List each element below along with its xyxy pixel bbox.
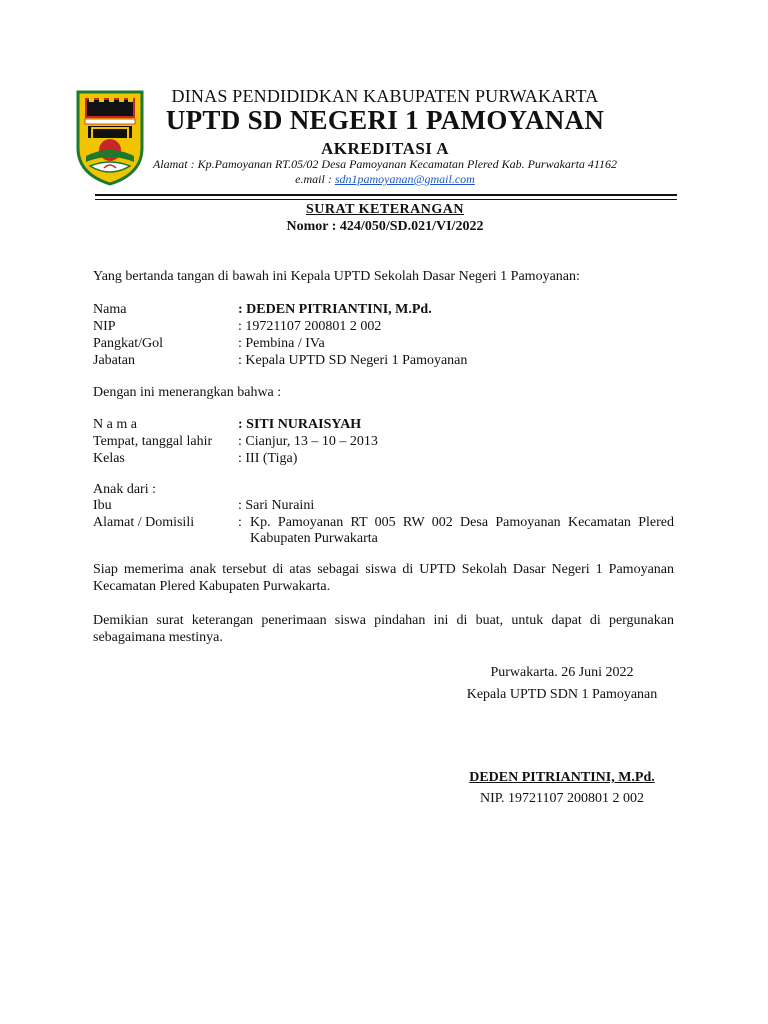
signer-position-row bbox=[238, 352, 467, 369]
signer-nip-row bbox=[238, 318, 381, 335]
declaration-text: Dengan ini menerangkan bahwa : bbox=[93, 385, 282, 400]
school-name: UPTD SD NEGERI 1 PAMOYANAN bbox=[165, 105, 605, 135]
student-name-row bbox=[238, 416, 361, 433]
signer-nip: 19721107 200801 2 002 bbox=[245, 319, 382, 334]
parent-heading: Anak dari : bbox=[93, 482, 156, 497]
mother-name: Sari Nuraini bbox=[245, 498, 315, 513]
signature-nip: NIP. 19721107 200801 2 002 bbox=[480, 791, 644, 806]
signer-nip-label: NIP bbox=[93, 319, 116, 334]
signer-rank-label: Pangkat/Gol bbox=[93, 336, 163, 351]
student-birth: Cianjur, 13 – 10 – 2013 bbox=[245, 434, 378, 449]
domicile-line-1: Kp. Pamoyanan RT 005 RW 002 Desa Pamoyanan Kecamatan Plered bbox=[250, 515, 674, 530]
accreditation: AKREDITASI A bbox=[320, 139, 450, 158]
signer-position: Kepala UPTD SD Negeri 1 Pamoyanan bbox=[245, 353, 468, 368]
email-label: e.mail : bbox=[295, 172, 335, 186]
acceptance-paragraph-line-2: Kecamatan Plered Kabupaten Purwakarta. bbox=[93, 579, 331, 594]
signer-rank: Pembina / IVa bbox=[245, 336, 325, 351]
colon: : bbox=[238, 417, 243, 432]
colon: : bbox=[238, 353, 242, 368]
header-divider-thin bbox=[95, 199, 677, 200]
signer-position-label: Jabatan bbox=[93, 353, 135, 368]
domicile-line-2: Kabupaten Purwakarta bbox=[250, 531, 378, 546]
student-name-label: N a m a bbox=[93, 417, 137, 432]
colon: : bbox=[238, 498, 242, 513]
signature-name: DEDEN PITRIANTINI, M.Pd. bbox=[469, 770, 655, 785]
signer-name-row bbox=[238, 301, 432, 318]
header-divider bbox=[95, 194, 677, 196]
domicile-label: Alamat / Domisili bbox=[93, 515, 195, 530]
place-date: Purwakarta. 26 Juni 2022 bbox=[490, 665, 634, 680]
intro-text: Yang bertanda tangan di bawah ini Kepala UPTD Sekolah Dasar Negeri 1 Pamoyanan: bbox=[93, 269, 580, 284]
student-class-label: Kelas bbox=[93, 451, 125, 466]
student-birth-label: Tempat, tanggal lahir bbox=[93, 434, 213, 449]
signer-rank-row bbox=[238, 335, 325, 352]
email-link[interactable]: sdn1pamoyanan@gmail.com bbox=[334, 172, 475, 186]
signer-name-label: Nama bbox=[93, 302, 127, 317]
student-class: III (Tiga) bbox=[245, 451, 298, 466]
student-class-row bbox=[238, 450, 297, 467]
colon: : bbox=[238, 515, 242, 530]
school-email-line bbox=[140, 172, 630, 187]
regency-emblem-icon bbox=[74, 88, 146, 186]
mother-label: Ibu bbox=[93, 498, 112, 513]
mother-row bbox=[238, 497, 314, 514]
colon: : bbox=[238, 451, 242, 466]
colon: : bbox=[238, 302, 243, 317]
student-birth-row bbox=[238, 433, 378, 450]
signer-name: DEDEN PITRIANTINI, M.Pd. bbox=[246, 302, 432, 317]
agency-name: DINAS PENDIDIDKAN KABUPATEN PURWAKARTA bbox=[171, 86, 599, 106]
school-address: Alamat : Kp.Pamoyanan RT.05/02 Desa Pamoyanan Kecamatan Plered Kab. Purwakarta 41162 bbox=[152, 157, 618, 171]
student-name: SITI NURAISYAH bbox=[246, 417, 362, 432]
document-number: Nomor : 424/050/SD.021/VI/2022 bbox=[286, 219, 484, 234]
colon: : bbox=[238, 336, 242, 351]
signature-title: Kepala UPTD SDN 1 Pamoyanan bbox=[466, 687, 658, 702]
closing-paragraph-line-1: Demikian surat keterangan penerimaan siswa pindahan ini di buat, untuk dapat di pergunakan bbox=[93, 613, 674, 628]
colon: : bbox=[238, 434, 242, 449]
colon: : bbox=[238, 319, 242, 334]
document-title: SURAT KETERANGAN bbox=[305, 202, 464, 217]
acceptance-paragraph-line-1: Siap memerima anak tersebut di atas sebagai siswa di UPTD Sekolah Dasar Negeri 1 Pamoyanan bbox=[93, 562, 674, 577]
closing-paragraph-line-2: sebagaimana mestinya. bbox=[93, 630, 223, 645]
